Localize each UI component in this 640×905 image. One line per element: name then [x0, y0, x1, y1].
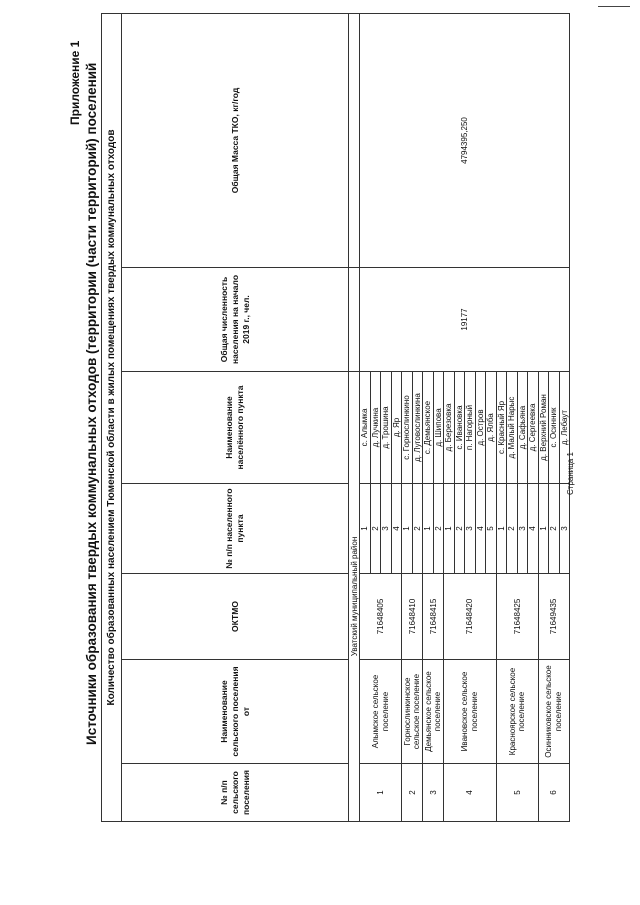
- settlement-name: Алымское сельское поселение: [360, 660, 402, 764]
- point-name: д. Березовка: [444, 372, 455, 484]
- point-number: 3: [517, 484, 528, 574]
- point-number: 4: [391, 484, 402, 574]
- total-mass: 4794395,250: [360, 14, 570, 268]
- col-header-point-number: № п/п населенного пункта: [122, 484, 349, 574]
- point-name: д. Шипова: [433, 372, 444, 484]
- col-header-oktmo: ОКТМО: [122, 574, 349, 660]
- settlement-number: 6: [538, 764, 570, 822]
- oktmo-code: 71648425: [496, 574, 538, 660]
- settlement-name: Осинниковское сельское поселение: [538, 660, 570, 764]
- point-number: 1: [360, 484, 371, 574]
- col-header-settlement-number: № п/п сельского поселения: [122, 764, 349, 822]
- settlement-name: Горнослинкинское сельское поселение: [402, 660, 423, 764]
- point-number: 2: [507, 484, 518, 574]
- point-number: 4: [528, 484, 539, 574]
- col-header-point-name: Наименование населённого пункта: [122, 372, 349, 484]
- table-caption: Количество образованных населением Тюменской области в жилых помещениях твердых коммунальных отходов: [102, 14, 122, 822]
- waste-sources-table: [101, 13, 570, 822]
- oktmo-code: 71648410: [402, 574, 423, 660]
- total-population: 19177: [360, 268, 570, 372]
- point-number: 1: [423, 484, 434, 574]
- point-name: д. Луговослинкина: [412, 372, 423, 484]
- point-name: д. Сафьяна: [517, 372, 528, 484]
- point-number: 1: [538, 484, 549, 574]
- point-number: 2: [549, 484, 560, 574]
- point-number: 2: [454, 484, 465, 574]
- empty-cell: [349, 14, 360, 268]
- point-number: 3: [465, 484, 476, 574]
- page-footer: Страница 1: [566, 452, 575, 495]
- empty-cell: [349, 268, 360, 372]
- point-name: д. Верхний Роман: [538, 372, 549, 484]
- point-name: с. Осинник: [549, 372, 560, 484]
- point-name: п. Нагорный: [465, 372, 476, 484]
- settlement-name: Демьянское сельское поселение: [423, 660, 444, 764]
- point-name: д. Сергеевка: [528, 372, 539, 484]
- point-number: 2: [433, 484, 444, 574]
- district-name: Уватский муниципальный район: [349, 372, 360, 822]
- settlement-name: Красноярское сельское поселение: [496, 660, 538, 764]
- settlement-name: Ивановское сельское поселение: [444, 660, 497, 764]
- document-title: Источники образования твердых коммунальных отходов (территории (части территорий) поселений: [84, 62, 99, 745]
- point-name: д. Трошина: [381, 372, 392, 484]
- point-name: д. Яр: [391, 372, 402, 484]
- point-name: с. Горнослинкино: [402, 372, 413, 484]
- col-header-settlement-name: Наименование сельского поселения от: [122, 660, 349, 764]
- column-header-row: [122, 14, 349, 822]
- point-number: 4: [475, 484, 486, 574]
- settlement-number: 3: [423, 764, 444, 822]
- annex-label: Приложение 1: [68, 40, 82, 125]
- point-name: д. Лучкина: [370, 372, 381, 484]
- col-header-mass: Общая Масса ТКО, кг/год: [122, 14, 349, 268]
- settlement-number: 2: [402, 764, 423, 822]
- point-number: 3: [381, 484, 392, 574]
- oktmo-code: 71649435: [538, 574, 570, 660]
- point-name: д. Остров: [475, 372, 486, 484]
- point-name: д. Ялба: [486, 372, 497, 484]
- point-number: 1: [402, 484, 413, 574]
- point-name: с. Красный Яр: [496, 372, 507, 484]
- settlement-number: 5: [496, 764, 538, 822]
- point-name: д. Лебаут: [559, 372, 570, 484]
- point-number: 2: [412, 484, 423, 574]
- oktmo-code: 71648415: [423, 574, 444, 660]
- oktmo-code: 71648405: [360, 574, 402, 660]
- table-row: [360, 14, 371, 822]
- point-number: 1: [496, 484, 507, 574]
- settlement-number: 1: [360, 764, 402, 822]
- col-header-population: Общая численность населения на начало 2019 г., чел.: [122, 268, 349, 372]
- point-number: 2: [370, 484, 381, 574]
- point-number: 5: [486, 484, 497, 574]
- point-number: 3: [559, 484, 570, 574]
- point-number: 1: [444, 484, 455, 574]
- point-name: с. Демьянское: [423, 372, 434, 484]
- settlement-number: 4: [444, 764, 497, 822]
- oktmo-code: 71648420: [444, 574, 497, 660]
- point-name: с. Алымка: [360, 372, 371, 484]
- point-name: с. Ивановка: [454, 372, 465, 484]
- point-name: д. Малый Нарыс: [507, 372, 518, 484]
